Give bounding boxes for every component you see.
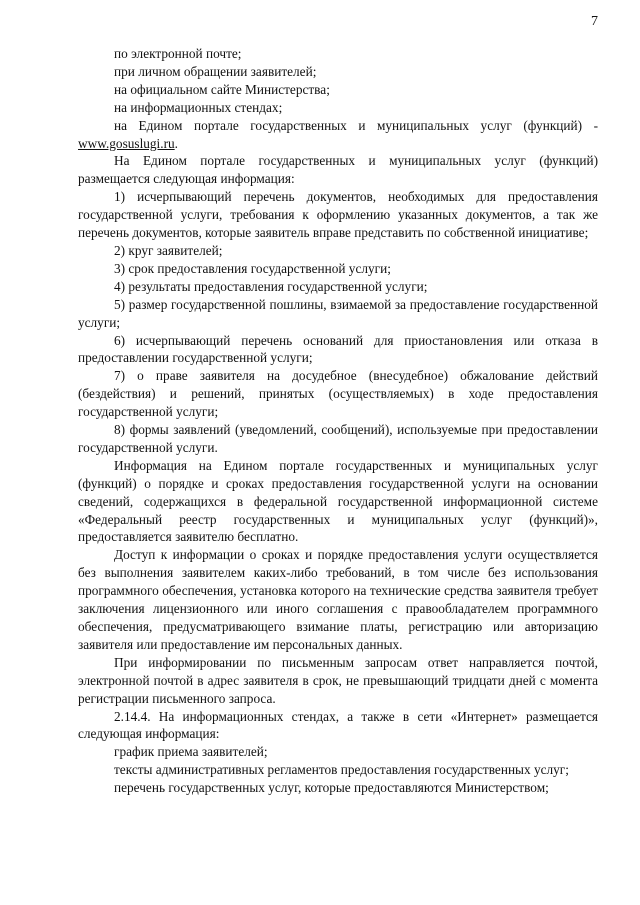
portal-item-5: 5) размер государственной пошлины, взимаемой за предоставление государственной услуги; bbox=[78, 296, 598, 330]
portal-item-8: 8) формы заявлений (уведомлений, сообщений), используемые при предоставлении государственной услуги. bbox=[78, 422, 598, 455]
portal-period: . bbox=[174, 135, 178, 151]
portal-item-7: 7) о праве заявителя на досудебное (внесудебное) обжалование действий (бездействия) и решений, принятых (осуществляемых) в ходе предоставления государственной услуги; bbox=[78, 368, 598, 420]
written-requests-paragraph: При информировании по письменным запросам ответ направляется почтой, электронной почтой в адрес заявителя в срок, не превышающий тридцати дней с момента регистрации письменного запроса. bbox=[78, 654, 598, 706]
portal-item-6: 6) исчерпывающий перечень оснований для приостановления или отказа в предоставлении государственной услуги; bbox=[78, 332, 598, 366]
stand-item-services: перечень государственных услуг, которые предоставляются Министерством; bbox=[114, 780, 549, 796]
info-channel-email: по электронной почте; bbox=[114, 46, 242, 61]
info-channel-portal bbox=[78, 117, 598, 153]
portal-info-free: Информация на Едином портале государственных и муниципальных услуг (функций) о порядке и сроках предоставления государственной услуги на основании сведений, содержащихся в федеральной государственной информационной системе «Федеральный реестр государственных и муниципальных услуг (функций)», предоставляется заявителю бесплатно. bbox=[78, 457, 598, 545]
gosuslugi-link[interactable]: www.gosuslugi.ru bbox=[78, 135, 175, 151]
section-2-14-4: 2.14.4. На информационных стендах, а также в сети «Интернет» размещается следующая информация: bbox=[78, 708, 598, 742]
info-channel-stands: на информационных стендах; bbox=[114, 99, 283, 115]
document-body bbox=[78, 45, 598, 797]
stand-item-regulations: тексты административных регламентов предоставления государственных услуг; bbox=[114, 762, 569, 778]
info-channel-personal: при личном обращении заявителей; bbox=[114, 63, 317, 79]
access-paragraph: Доступ к информации о сроках и порядке предоставления услуги осуществляется без выполнения заявителем каких-либо требований, в том числе без использования программного обеспечения, установка которого на технические средства заявителя требует заключения лицензионного или иного соглашения с правообладателем программного обеспечения, предусматривающего взимание платы, регистрацию или авторизацию заявителя или предоставление им персональных данных. bbox=[78, 547, 598, 652]
portal-item-4: 4) результаты предоставления государственной услуги; bbox=[114, 278, 428, 294]
portal-info-intro: На Едином портале государственных и муниципальных услуг (функций) размещается следующая информация: bbox=[78, 153, 598, 187]
portal-text: на Едином портале государственных и муниципальных услуг (функций) - bbox=[114, 117, 598, 133]
portal-item-3: 3) срок предоставления государственной услуги; bbox=[114, 260, 391, 276]
portal-item-1: 1) исчерпывающий перечень документов, необходимых для предоставления государственной услуги, требования к оформлению указанных документов, а так же перечень документов, которые заявитель вправе представить по собственной инициативе; bbox=[78, 189, 598, 241]
stand-item-schedule: график приема заявителей; bbox=[114, 744, 268, 760]
info-channel-website: на официальном сайте Министерства; bbox=[114, 81, 330, 97]
page-number: 7 bbox=[591, 14, 598, 29]
portal-item-2: 2) круг заявителей; bbox=[114, 242, 223, 258]
